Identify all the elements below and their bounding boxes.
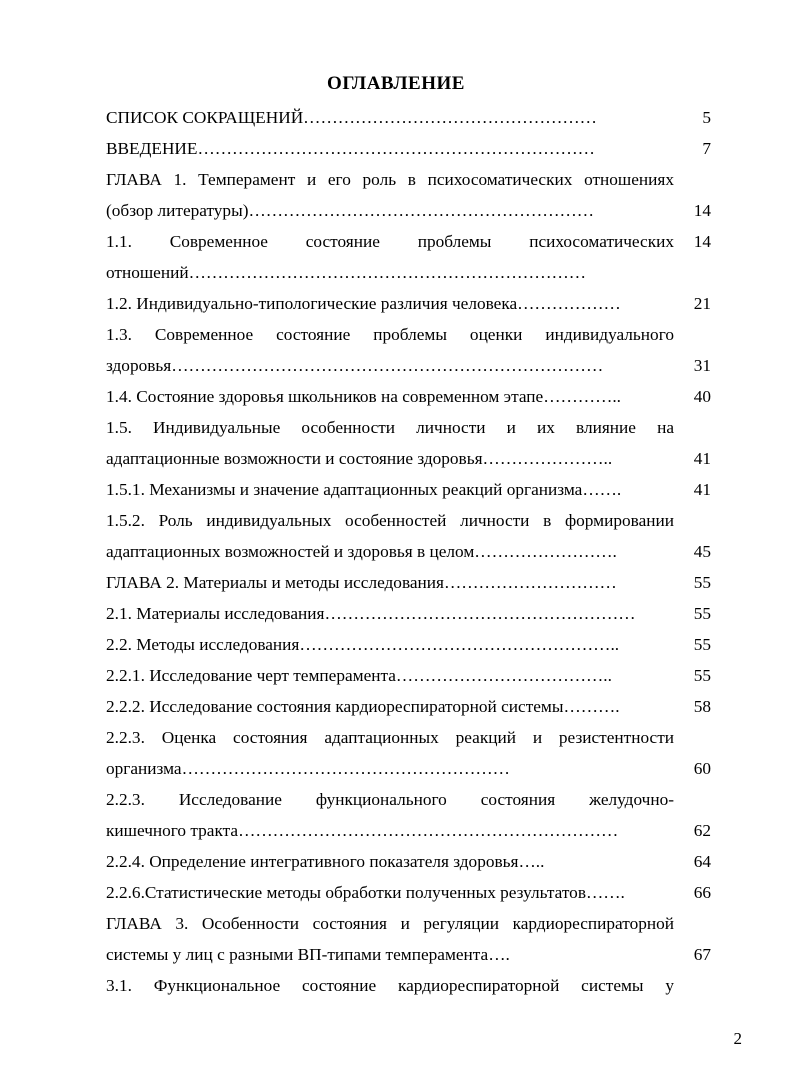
toc-entry-title: ГЛАВА 2. Материалы и методы исследования………………………… xyxy=(106,573,617,592)
toc-entry-page: 31 xyxy=(693,356,711,375)
toc-entry[interactable] xyxy=(106,567,711,598)
toc-entry-page: 55 xyxy=(693,573,711,592)
toc-entry-title: 2.2. Методы исследования……………………………………………….. xyxy=(106,635,620,654)
toc-entry[interactable] xyxy=(106,970,711,1001)
toc-entry-page: 58 xyxy=(693,697,711,716)
toc-entry[interactable] xyxy=(106,164,711,226)
toc-entry-page: 66 xyxy=(693,883,711,902)
toc-entry-page: 55 xyxy=(693,635,711,654)
toc-entry[interactable] xyxy=(106,691,711,722)
toc-entry[interactable] xyxy=(106,412,711,474)
toc-entry-title: 1.2. Индивидуально-типологические различия человека……………… xyxy=(106,294,621,313)
toc-entry[interactable] xyxy=(106,102,711,133)
toc-entry[interactable] xyxy=(106,474,711,505)
toc-entry-title: ГЛАВА 3. Особенности состояния и регуляции кардиореспираторной системы у лиц с разными ВП-типами темперамента…. xyxy=(106,914,674,964)
toc-entry-page: 45 xyxy=(693,542,711,561)
toc-entry[interactable] xyxy=(106,660,711,691)
toc-entry-page: 21 xyxy=(693,294,711,313)
toc-entry-title: 2.2.3. Исследование функционального состояния желудочно- кишечного тракта………………………………………………………… xyxy=(106,790,674,840)
toc-entry-page: 62 xyxy=(693,821,711,840)
toc-entry-page: 64 xyxy=(693,852,711,871)
toc-entry-page: 7 xyxy=(702,139,711,158)
toc-entry[interactable] xyxy=(106,908,711,970)
toc-entry-page: 60 xyxy=(693,759,711,778)
toc-entry-title: 1.5. Индивидуальные особенности личности и их влияние на адаптационные возможности и состояние здоровья………………….. xyxy=(106,418,674,468)
toc-entry-page: 14 xyxy=(693,201,711,220)
toc-entry-page: 5 xyxy=(702,108,711,127)
toc-entry-page: 55 xyxy=(693,666,711,685)
toc-entry-title: 2.1. Материалы исследования……………………………………………… xyxy=(106,604,636,623)
toc-entry-title: 2.2.6.Статистические методы обработки полученных результатов……. xyxy=(106,883,625,902)
toc-entry-page: 40 xyxy=(693,387,711,406)
toc-entry[interactable] xyxy=(106,629,711,660)
toc-entry[interactable] xyxy=(106,381,711,412)
toc-entry[interactable] xyxy=(106,846,711,877)
toc-entry-page: 67 xyxy=(693,945,711,964)
toc-entry-page: 41 xyxy=(693,480,711,499)
toc-entry-title: 2.2.1. Исследование черт темперамента……………………………….. xyxy=(106,666,612,685)
toc-entry-page: 14 xyxy=(693,232,711,251)
toc-entry[interactable] xyxy=(106,319,711,381)
toc-entry-title: 1.5.2. Роль индивидуальных особенностей личности в формировании адаптационных возможностей и здоровья в целом……………………. xyxy=(106,511,674,561)
toc-entry-title: 2.2.2. Исследование состояния кардиореспираторной системы………. xyxy=(106,697,620,716)
toc-entry-title: 1.3. Современное состояние проблемы оценки индивидуального здоровья………………………………………………………………… xyxy=(106,325,674,375)
toc-entry[interactable] xyxy=(106,226,711,288)
table-of-contents xyxy=(106,102,711,1001)
toc-entry-title: 2.2.3. Оценка состояния адаптационных реакций и резистентности организма………………………………………………… xyxy=(106,728,674,778)
toc-entry[interactable] xyxy=(106,288,711,319)
toc-entry[interactable] xyxy=(106,784,711,846)
page-number: 2 xyxy=(733,1029,742,1048)
toc-entry-title: 1.4. Состояние здоровья школьников на современном этапе………….. xyxy=(106,387,621,406)
toc-entry-title: ВВЕДЕНИЕ…………………………………………………………… xyxy=(106,139,595,158)
toc-entry-title: 3.1. Функциональное состояние кардиореспираторной системы у xyxy=(106,976,674,995)
toc-entry-page: 41 xyxy=(693,449,711,468)
toc-entry-title: 1.5.1. Механизмы и значение адаптационных реакций организма……. xyxy=(106,480,622,499)
page-title: ОГЛАВЛЕНИЕ xyxy=(327,73,465,94)
toc-entry-title: СПИСОК СОКРАЩЕНИЙ…………………………………………… xyxy=(106,108,597,127)
toc-entry[interactable] xyxy=(106,505,711,567)
toc-entry[interactable] xyxy=(106,877,711,908)
toc-entry-title: ГЛАВА 1. Темперамент и его роль в психосоматических отношениях (обзор литературы)…………………………………………………… xyxy=(106,170,674,220)
toc-entry[interactable] xyxy=(106,598,711,629)
toc-entry-title: 2.2.4. Определение интегративного показателя здоровья….. xyxy=(106,852,545,871)
toc-entry-page: 55 xyxy=(693,604,711,623)
toc-entry[interactable] xyxy=(106,722,711,784)
toc-entry[interactable] xyxy=(106,133,711,164)
toc-entry-title: 1.1. Современное состояние проблемы психосоматических отношений…………………………………………………………… xyxy=(106,232,674,282)
